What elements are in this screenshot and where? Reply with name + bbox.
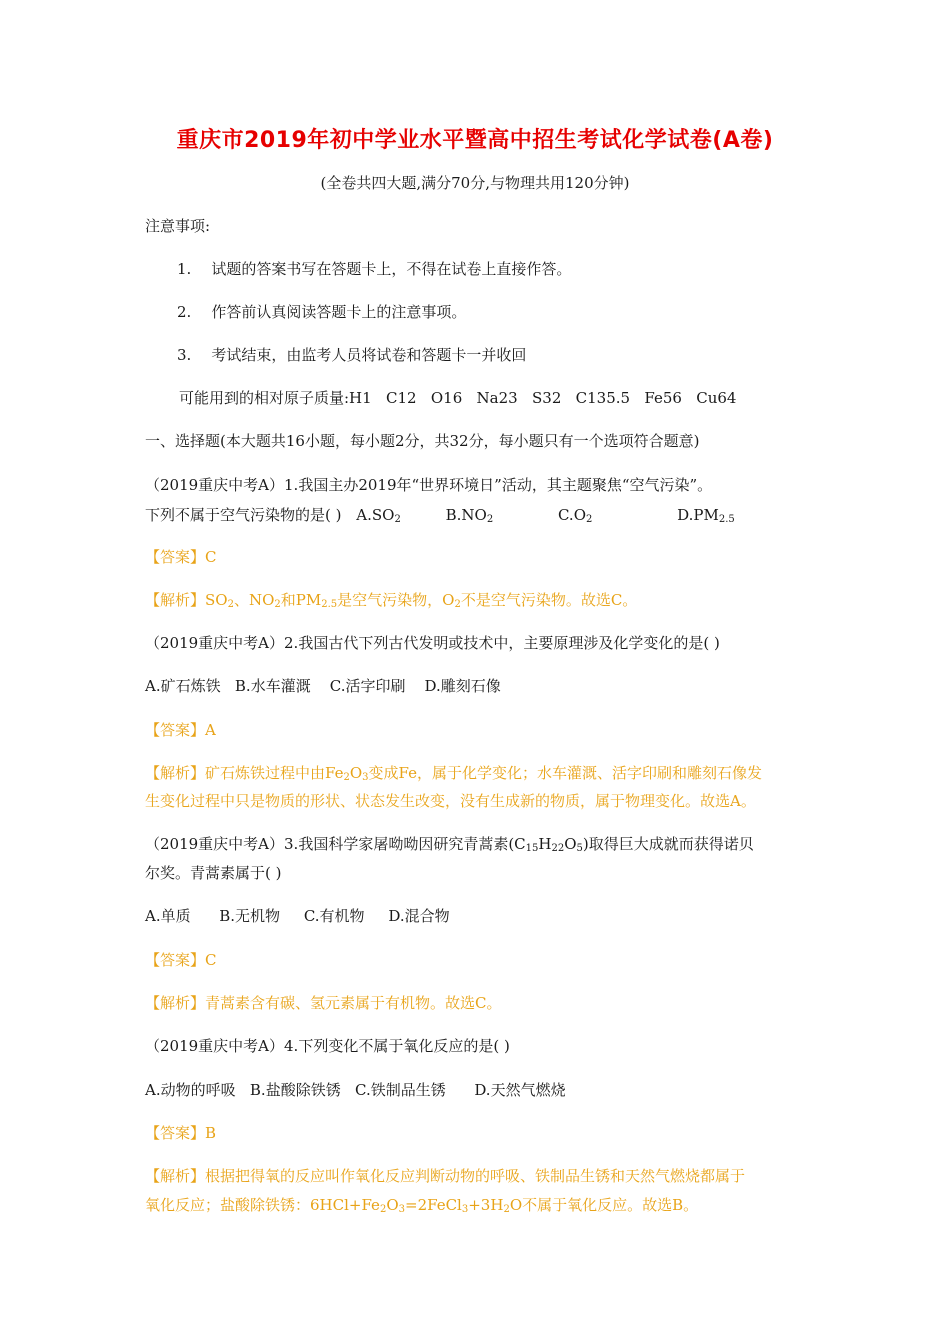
page-subtitle: (全卷共四大题,满分70分,与物理共用120分钟) — [320, 174, 630, 192]
notice-item — [177, 254, 847, 284]
notice-item-number: 2. — [177, 303, 192, 321]
notice-item-number: 1. — [177, 260, 192, 278]
notice-item-text: 作答前认真阅读答题卡上的注意事项。 — [211, 303, 467, 321]
atomic-mass-line: 可能用到的相对原子质量:H1 C12 O16 Na23 S32 C135.5 Fe56 Cu64 — [179, 389, 737, 407]
question-1-options — [145, 500, 815, 530]
analysis-text: 【解析】青蒿素含有碳、氢元素属于有机物。故选C。 — [145, 994, 502, 1012]
question-4-stem: （2019重庆中考A）4.下列变化不属于氧化反应的是( ) — [145, 1037, 510, 1055]
notice-item — [177, 297, 847, 327]
answer-label: 【答案】A — [145, 721, 216, 739]
notice-heading: 注意事项: — [145, 217, 211, 235]
page-title: 重庆市2019年初中学业水平暨高中招生考试化学试卷(A卷) — [176, 128, 774, 153]
notice-item-text: 试题的答案书写在答题卡上，不得在试卷上直接作答。 — [211, 260, 572, 278]
section-heading: 一、选择题(本大题共16小题，每小题2分，共32分，每小题只有一个选项符合题意) — [145, 432, 700, 450]
option-c: $C.O_2$ — [557, 506, 593, 525]
question-2-stem: （2019重庆中考A）2.我国古代下列古代发明或技术中，主要原理涉及化学变化的是( ) — [145, 634, 720, 652]
question-3-stem: （2019重庆中考A）3.我国科学家屠呦呦因研究青蒿素$(C_{15}H_{22}O_5)$取得巨大成就而获得诺贝 — [145, 835, 754, 854]
answer-label: 【答案】B — [145, 1124, 217, 1142]
question-1-prompt: 下列不属于空气污染物的是( ) — [145, 506, 342, 524]
option-a: $A.SO_2$ — [356, 506, 401, 525]
notice-item-text: 考试结束，由监考人员将试卷和答题卡一并收回 — [211, 346, 527, 364]
analysis-text: 【解析】根据把得氧的反应叫作氧化反应判断动物的呼吸、铁制品生锈和天然气燃烧都属于 — [145, 1167, 746, 1185]
question-3-stem-cont: 尔奖。青蒿素属于( ) — [145, 864, 282, 882]
question-3-options: A.单质 B.无机物 C.有机物 D.混合物 — [145, 907, 450, 925]
option-d: $D.PM_{2.5}$ — [677, 506, 735, 525]
notice-item-number: 3. — [177, 346, 192, 364]
notice-item — [177, 340, 847, 370]
question-2-options: A.矿石炼铁 B.水车灌溉 C.活字印刷 D.雕刻石像 — [145, 677, 501, 695]
answer-label: 【答案】C — [145, 951, 217, 969]
analysis-text: 【解析】矿石炼铁过程中由$Fe_2O_3$变成Fe，属于化学变化；水车灌溉、活字印刷和雕刻石像发 — [145, 764, 763, 783]
analysis-text: 【解析】$SO_2$、$NO_2$和$PM_{2.5}$是空气污染物，$O_2$不是空气污染物。故选C。 — [145, 591, 638, 610]
answer-label: 【答案】C — [145, 548, 217, 566]
analysis-text: 氧化反应；盐酸除铁锈：$6HCl+Fe_2O_3=2FeCl_3+3H_2O$不属于氧化反应。故选B。 — [145, 1196, 699, 1215]
analysis-text: 生变化过程中只是物质的形状、状态发生改变，没有生成新的物质，属于物理变化。故选A。 — [145, 792, 756, 810]
question-4-options: A.动物的呼吸 B.盐酸除铁锈 C.铁制品生锈 D.天然气燃烧 — [145, 1081, 566, 1099]
option-b: $B.NO_2$ — [445, 506, 494, 525]
question-1-stem: （2019重庆中考A）1.我国主办2019年“世界环境日”活动，其主题聚焦“空气污染”。 — [145, 476, 713, 494]
